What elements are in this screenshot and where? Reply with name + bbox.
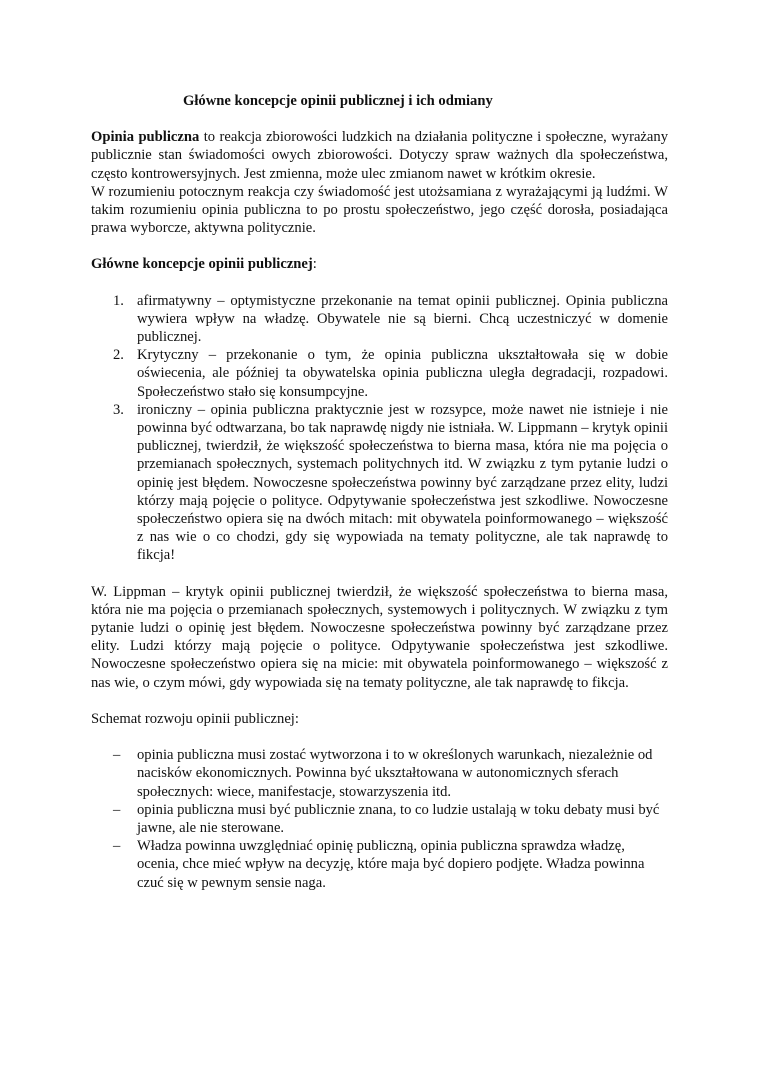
- list-item-text: Władza powinna uwzględniać opinię publiczną, opinia publiczna sprawdza władzę, ocenia, chce mieć wpływ na decyzję, które maja być dopiero podjęte. Władza powinna czuć się w pewnym sensie naga.: [137, 838, 645, 891]
- list-item-number: 3.: [113, 401, 124, 418]
- list-item-text: ironiczny – opinia publiczna praktycznie jest w rozsypce, może nawet nie istnieje i nie powinna być odtwarzana, bo tak naprawdę nigdy nie istniała. W. Lippmann – krytyk opinii publicznej, twierdził, że większość społeczeństwa to bierna masa, która nie ma pojęcia o przemianach społecznych, systemach politychnych itd. W związku z tym pytanie ludzi o opinię jest błędem. Nowoczesne społeczeństwa powinny być zarządzane przez elity, ludzi którzy mają pojęcie o polityce. Odpytywanie społeczeństwa jest szkodliwe. Nowoczesne społeczeństwo opiera się na dwóch mitach: mit obywatela poinformowanego – większość z nas wie o co chodzi, gdy się wypowiada na tematy polityczne, ale tak naprawdę to fikcja!: [137, 401, 668, 564]
- list-item-text: afirmatywny – optymistyczne przekonanie na temat opinii publicznej. Opinia publiczna wywiera wpływ na władzę. Obywatele nie są bierni. Chcą uczestniczyć w domenie publicznej.: [137, 292, 668, 346]
- lippman-paragraph: W. Lippman – krytyk opinii publicznej twierdził, że większość społeczeństwa to bierna masa, która nie ma pojęcia o przemianach społecznych, systemowych i politycznych. W związku z tym pytanie ludzi o opinię jest błędem. Nowoczesne społeczeństwa powinny być zarządzane przez elity. Ludzi którzy mają pojęcie o polityce. Odpytywanie społeczeństwa jest szkodliwe. Nowoczesne społeczeństwo opiera się na micie: mit obywatela poinformowanego – większość z nas wie, o czym mówi, gdy wypowiada się na tematy polityczne, ale tak naprawdę to fikcja.: [91, 583, 668, 691]
- list-item: [113, 401, 668, 565]
- document-title: Główne koncepcje opinii publicznej i ich odmiany: [183, 93, 493, 109]
- intro-term: Opinia publiczna: [91, 129, 200, 146]
- concepts-list: [91, 292, 668, 565]
- intro-definition: to reakcja zbiorowości ludzkich na działania polityczne i społeczne, wyrażany publicznie stan świadomości owych zbiorowości. Dotyczy spraw ważnych dla społeczeństwa, często kontrowersyjnych. Jest zmienna, może ulec zmianom nawet w krótkim okresie.: [91, 129, 668, 182]
- list-item-text: opinia publiczna musi zostać wytworzona i to w określonych warunkach, niezależnie od nacisków ekonomicznych. Powinna być ukształtowana w autonomicznych sferach społecznych: wiece, manifestacje, stowarzyszenia itd.: [137, 747, 653, 800]
- concepts-heading-text: Główne koncepcje opinii publicznej: [91, 256, 313, 273]
- list-item: [113, 801, 668, 837]
- dash-bullet: –: [113, 838, 121, 855]
- list-item-text: opinia publiczna musi być publicznie znana, to co ludzie ustalają w toku debaty musi być jawne, ale nie sterowane.: [137, 801, 660, 836]
- list-item-text: Krytyczny – przekonanie o tym, że opinia publiczna ukształtowała się w dobie oświecenia, ale później ta obywatelska opinia publiczna uległa degradacji, rozpadowi. Społeczeństwo stało się konsumpcyjne.: [137, 347, 668, 400]
- list-item-number: 1.: [113, 292, 124, 309]
- concepts-heading: [91, 255, 668, 273]
- list-item-number: 2.: [113, 347, 124, 364]
- schemat-heading: Schemat rozwoju opinii publicznej:: [91, 710, 299, 727]
- dash-bullet: –: [113, 801, 121, 818]
- concepts-heading-colon: :: [312, 256, 317, 273]
- list-item: [113, 346, 668, 401]
- list-item: [113, 292, 668, 347]
- intro-paragraph-1: [91, 128, 668, 183]
- list-item: [113, 837, 668, 892]
- list-item: [113, 746, 668, 801]
- intro-paragraph-2: W rozumieniu potocznym reakcja czy świadomość jest utożsamiana z wyrażającymi ją ludźmi. W takim rozumieniu opinia publiczna to po prostu społeczeństwo, jego część dorosła, posiadająca prawa wyborcze, aktywna politycznie.: [91, 183, 668, 237]
- schemat-list: [91, 746, 668, 892]
- dash-bullet: –: [113, 747, 121, 764]
